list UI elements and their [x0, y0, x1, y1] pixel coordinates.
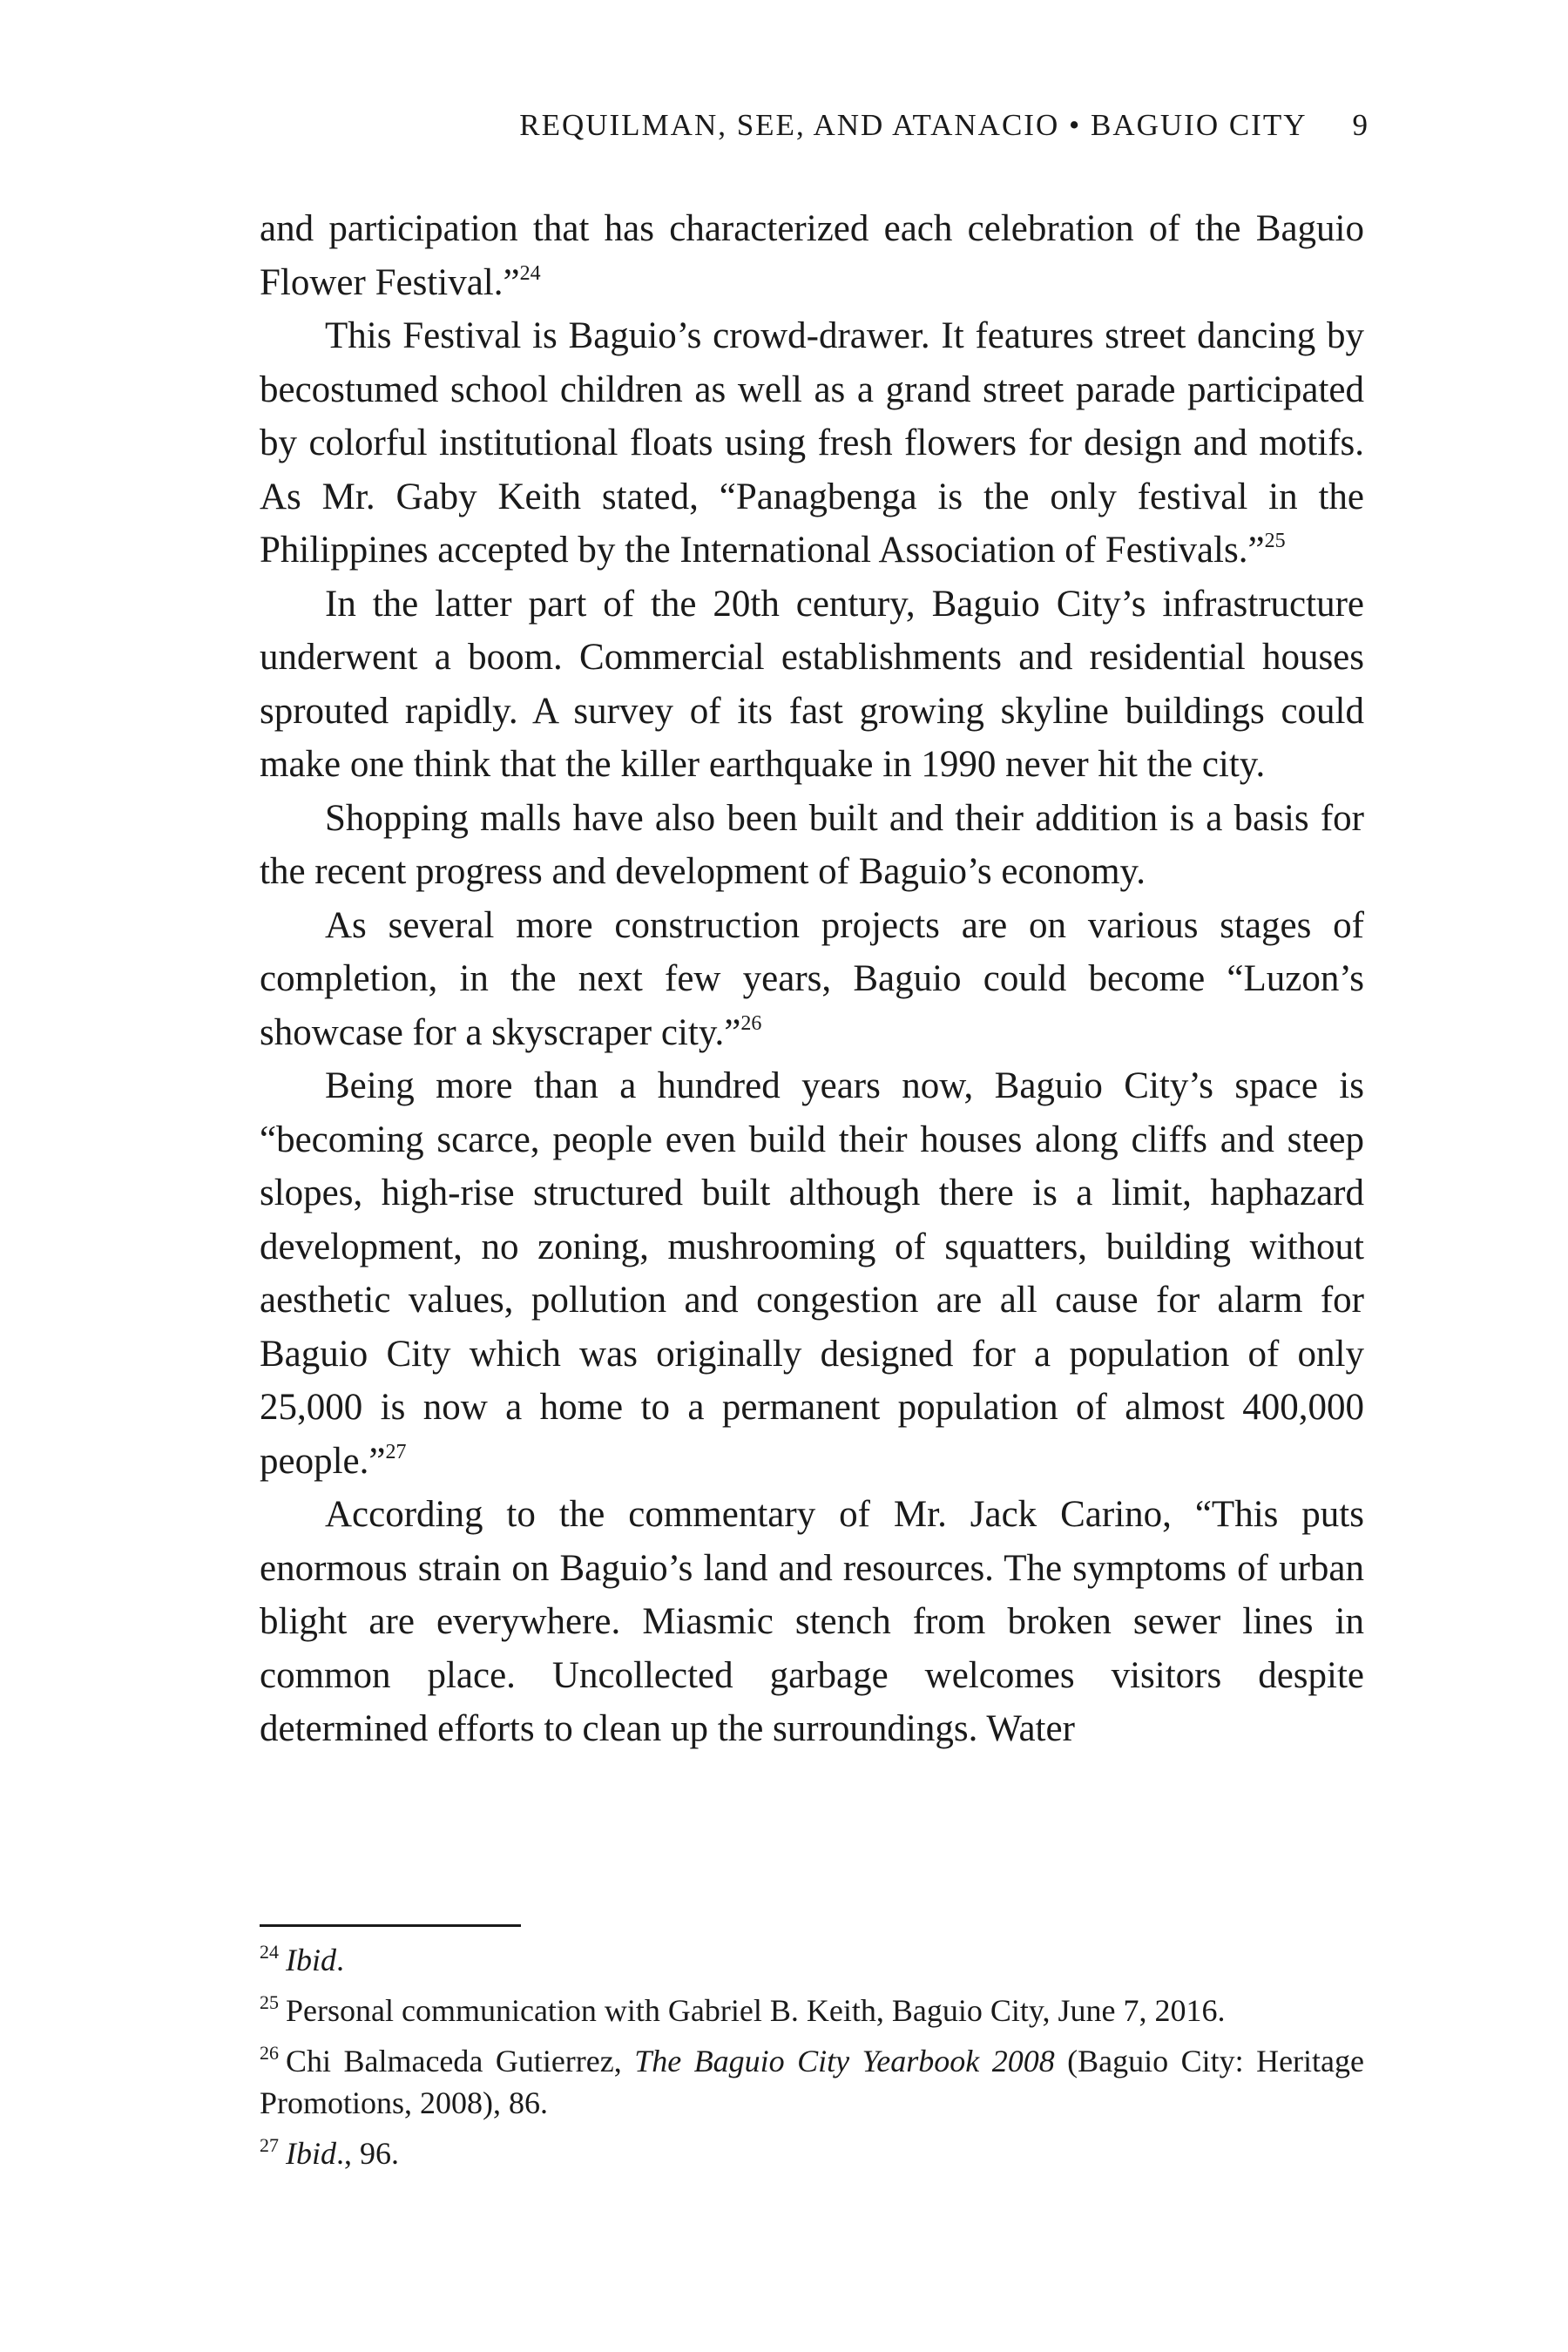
footnote-27	[260, 2132, 1364, 2174]
paragraph-6	[260, 1059, 1364, 1488]
footnote-number: 24	[260, 1941, 279, 1963]
footnote-ref-26[interactable]: 26	[740, 1011, 762, 1035]
paragraph-1	[260, 202, 1364, 309]
footnote-number: 27	[260, 2134, 279, 2156]
footnote-24	[260, 1939, 1364, 1981]
footnote-text: (Baguio City: Heritage Promotions, 2008), 86.	[260, 2044, 1364, 2120]
footnote-text: Personal communication with Gabriel B. Keith, Baguio City, June 7, 2016.	[286, 1993, 1226, 2028]
footnote-ref-25[interactable]: 25	[1264, 530, 1286, 552]
footnote-26	[260, 2040, 1364, 2124]
footnote-divider	[260, 1924, 521, 1927]
footnote-ibid: Ibid	[286, 1943, 336, 1977]
footnote-text: .	[336, 1943, 344, 1977]
footnote-ibid: Ibid	[286, 2136, 336, 2171]
paragraph-1-text: and participation that has characterized each celebration of the Baguio Flower Festival.”	[260, 208, 1364, 303]
paragraph-5	[260, 899, 1364, 1060]
running-title: REQUILMAN, SEE, AND ATANACIO • BAGUIO CITY	[519, 108, 1308, 142]
paragraph-3: In the latter part of the 20th century, Baguio City’s infrastructure underwent a boom. Commercial establishments and residential houses sprouted rapidly. A survey of its fast growing skyline buildings could make one think that the killer earthquake in 1990 never hit the city.	[260, 583, 1364, 785]
body-text	[260, 202, 1364, 1756]
paragraph-2-text: This Festival is Baguio’s crowd-drawer. It features street dancing by becostumed school children as well as a grand street parade participated by colorful institutional floats using fresh flowers for design and motifs. As Mr. Gaby Keith stated, “Panagbenga is the only festival in the Philippines accepted by the International Association of Festivals.”	[260, 315, 1364, 571]
footnote-ref-27[interactable]: 27	[385, 1440, 407, 1463]
footnote-book-title: The Baguio City Yearbook 2008	[634, 2044, 1055, 2078]
paragraph-6-text: Being more than a hundred years now, Baguio City’s space is “becoming scarce, people even build their houses along cliffs and steep slopes, high-rise structured built although there is a limit, haphazard development, no zoning, mushrooming of squatters, building without aesthetic values, pollution and congestion are all cause for alarm for Baguio City which was originally designed for a population of only 25,000 is now a home to a permanent population of almost 400,000 people.”	[260, 1065, 1364, 1482]
paragraph-5-text: As several more construction projects are on various stages of completion, in the next few years, Baguio could become “Luzon’s showcase for a skyscraper city.”	[260, 904, 1364, 1053]
paragraph-4: Shopping malls have also been built and their addition is a basis for the recent progress and development of Baguio’s economy.	[260, 797, 1364, 892]
footnote-ref-24[interactable]: 24	[519, 261, 541, 285]
paragraph-7: According to the commentary of Mr. Jack Carino, “This puts enormous strain on Baguio’s land and resources. The symptoms of urban blight are everywhere. Miasmic stench from broken sewer lines in common place. Uncollected garbage welcomes visitors despite determined efforts to clean up the surroundings. Water	[260, 1494, 1364, 1749]
page-number: 9	[1352, 108, 1368, 142]
footnote-author: Chi Balmaceda Gutierrez,	[286, 2044, 635, 2078]
footnotes	[260, 1939, 1364, 2183]
footnote-number: 25	[260, 1991, 279, 2013]
footnote-25	[260, 1990, 1364, 2031]
footnote-text: ., 96.	[336, 2136, 399, 2171]
running-head	[261, 106, 1368, 145]
footnote-number: 26	[260, 2042, 279, 2064]
paragraph-2	[260, 309, 1364, 578]
